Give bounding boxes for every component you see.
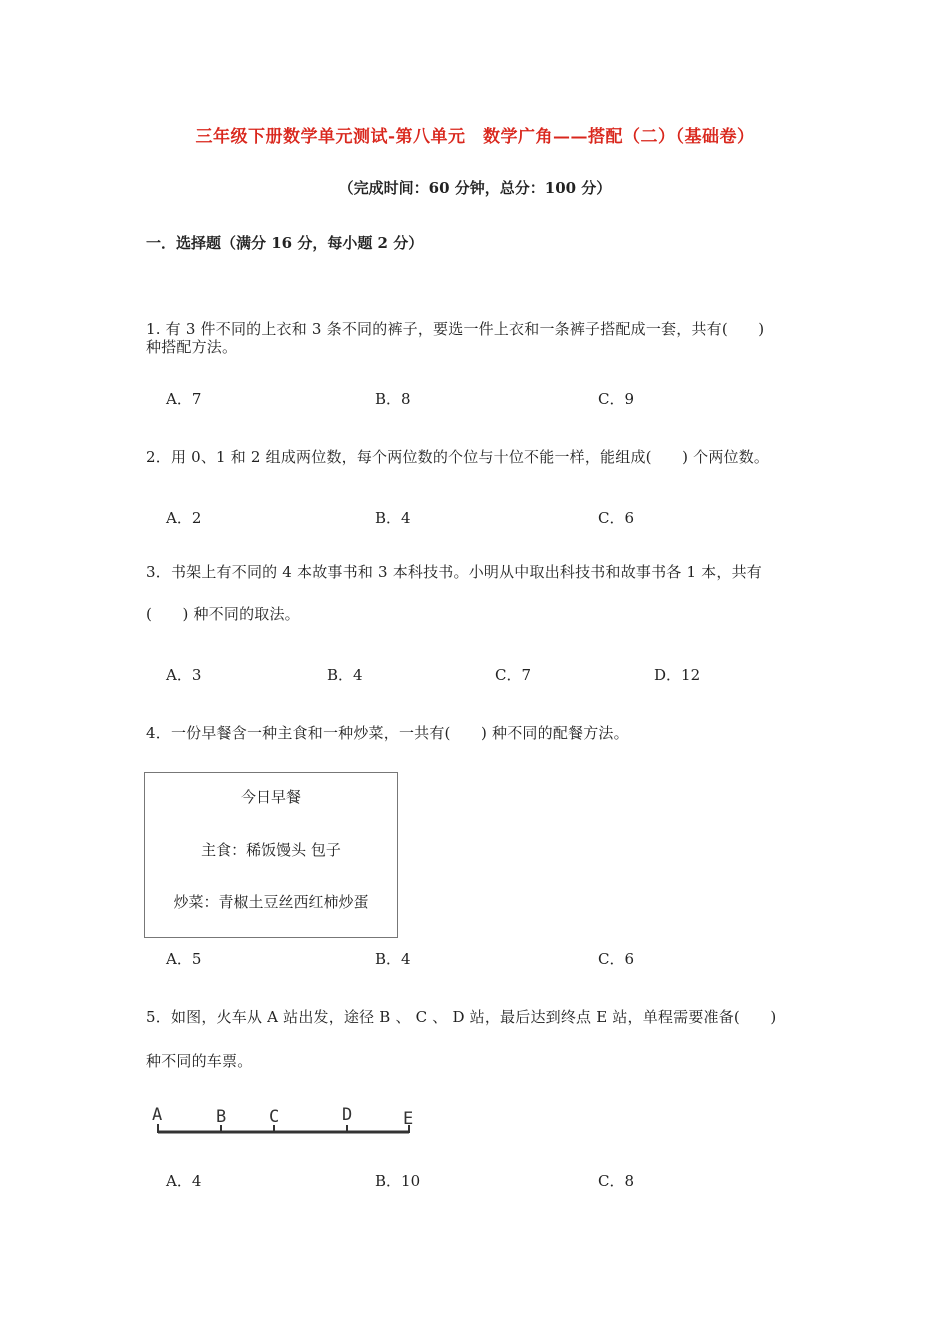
question-4-line1: 4．一份早餐含一种主食和一种炒菜，一共有( ) 种不同的配餐方法。 [146, 724, 629, 742]
station-label-c: C [269, 1107, 280, 1127]
question-5-option-c: C．8 [598, 1172, 635, 1190]
question-5-option-b: B．10 [375, 1172, 421, 1190]
question-5-line1: 5．如图，火车从 A 站出发，途径 B 、 C 、 D 站，最后达到终点 E 站，单程需要准备( ) [146, 1008, 777, 1026]
breakfast-menu-box [144, 772, 398, 938]
question-5-option-a: A．4 [166, 1172, 202, 1190]
page-title: 三年级下册数学单元测试-第八单元 数学广角——搭配（二）（基础卷） [195, 127, 755, 147]
section-heading: 一．选择题（满分 16 分，每小题 2 分） [146, 234, 424, 252]
question-4-option-b: B．4 [375, 950, 411, 968]
station-label-a: A [152, 1105, 163, 1125]
station-label-b: B [216, 1107, 227, 1127]
station-label-d: D [342, 1105, 353, 1125]
question-2-line1: 2．用 0、1 和 2 组成两位数，每个两位数的个位与十位不能一样，能组成( ) 个两位数。 [146, 448, 770, 466]
question-1-option-c: C．9 [598, 390, 635, 408]
menu-staple: 主食：稀饭馒头 包子 [201, 841, 341, 859]
question-3-option-b: B．4 [327, 666, 363, 684]
railway-route-diagram [150, 1104, 420, 1144]
question-1-option-b: B．8 [375, 390, 411, 408]
question-1-option-a: A．7 [166, 390, 202, 408]
question-3-line2: ( ) 种不同的取法。 [146, 605, 300, 623]
page-subtitle: （完成时间：60 分钟，总分：100 分） [338, 179, 612, 197]
question-4-option-a: A．5 [166, 950, 202, 968]
question-3-option-a: A．3 [166, 666, 202, 684]
station-label-e: E [403, 1109, 414, 1129]
question-1-line2: 种搭配方法。 [146, 338, 238, 356]
question-3-option-d: D．12 [654, 666, 701, 684]
question-4-option-c: C．6 [598, 950, 635, 968]
question-2-option-a: A．2 [166, 509, 202, 527]
menu-title: 今日早餐 [240, 788, 301, 806]
question-2-option-b: B．4 [375, 509, 411, 527]
question-2-option-c: C．6 [598, 509, 635, 527]
route-svg [150, 1104, 420, 1140]
question-3-option-c: C．7 [495, 666, 532, 684]
question-5-line2: 种不同的车票。 [146, 1052, 253, 1070]
menu-dishes: 炒菜：青椒土豆丝西红柿炒蛋 [173, 893, 369, 911]
question-1-line1: 1. 有 3 件不同的上衣和 3 条不同的裤子，要选一件上衣和一条裤子搭配成一套，共有( ) [146, 320, 765, 338]
question-3-line1: 3．书架上有不同的 4 本故事书和 3 本科技书。小明从中取出科技书和故事书各 1 本，共有 [146, 563, 762, 581]
